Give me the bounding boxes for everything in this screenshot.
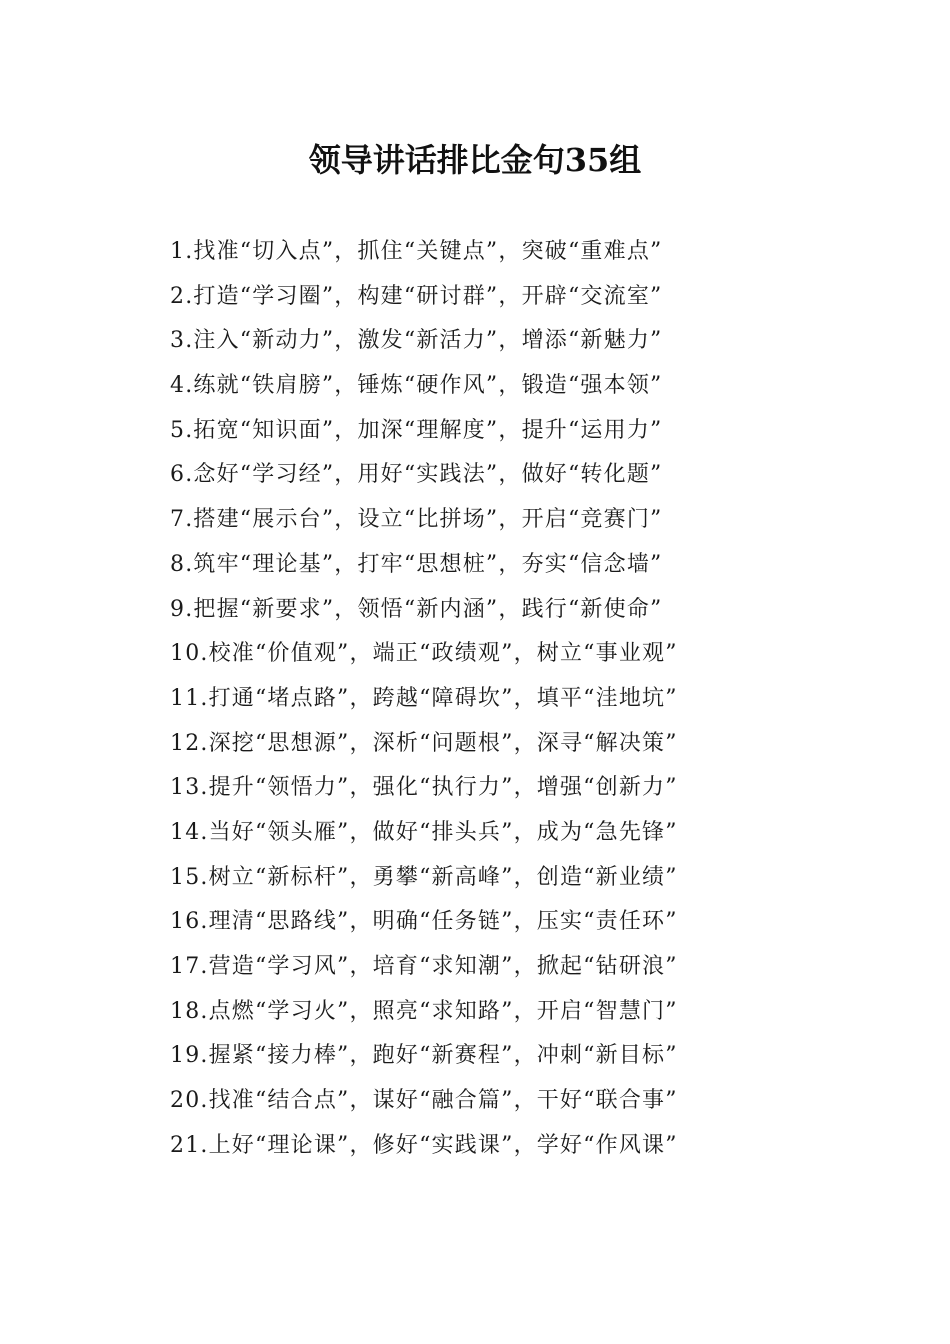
list-item: 10.校准“价值观”，端正“政绩观”，树立“事业观” [170, 641, 678, 667]
list-item: 5.拓宽“知识面”，加深“理解度”，提升“运用力” [170, 417, 663, 443]
list-item: 15.树立“新标杆”，勇攀“新高峰”，创造“新业绩” [170, 864, 678, 890]
list-item: 16.理清“思路线”，明确“任务链”，压实“责任环” [170, 909, 678, 935]
list-item: 21.上好“理论课”，修好“实践课”，学好“作风课” [170, 1132, 678, 1158]
list-item: 12.深挖“思想源”，深析“问题根”，深寻“解决策” [170, 730, 678, 756]
list-item: 11.打通“堵点路”，跨越“障碍坎”，填平“洼地坑” [170, 685, 678, 711]
list-item: 13.提升“领悟力”，强化“执行力”，增强“创新力” [170, 775, 678, 801]
list-item: 17.营造“学习风”，培育“求知潮”，掀起“钻研浪” [170, 954, 678, 979]
list-item: 3.注入“新动力”，激发“新活力”，增添“新魅力” [170, 328, 663, 354]
list-item: 1.找准“切入点”，抓住“关键点”，突破“重难点” [170, 239, 663, 264]
document-title: 领导讲话排比金句35组 [308, 141, 642, 179]
list-item: 8.筑牢“理论基”，打牢“思想桩”，夯实“信念墙” [170, 551, 663, 577]
list-item: 4.练就“铁肩膀”，锤炼“硬作风”，锻造“强本领” [170, 373, 663, 399]
phrase-list [170, 230, 810, 1168]
list-item: 19.握紧“接力棒”，跑好“新赛程”，冲刺“新目标” [170, 1043, 678, 1069]
list-item: 20.找准“结合点”，谋好“融合篇”，干好“联合事” [170, 1088, 678, 1114]
list-item: 2.打造“学习圈”，构建“研讨群”，开辟“交流室” [170, 283, 663, 309]
list-item: 9.把握“新要求”，领悟“新内涵”，践行“新使命” [170, 596, 663, 622]
list-item: 14.当好“领头雁”，做好“排头兵”，成为“急先锋” [170, 819, 678, 845]
list-item: 7.搭建“展示台”，设立“比拼场”，开启“竞赛门” [170, 507, 663, 533]
list-item: 6.念好“学习经”，用好“实践法”，做好“转化题” [170, 462, 663, 488]
list-item: 18.点燃“学习火”，照亮“求知路”，开启“智慧门” [170, 998, 678, 1024]
